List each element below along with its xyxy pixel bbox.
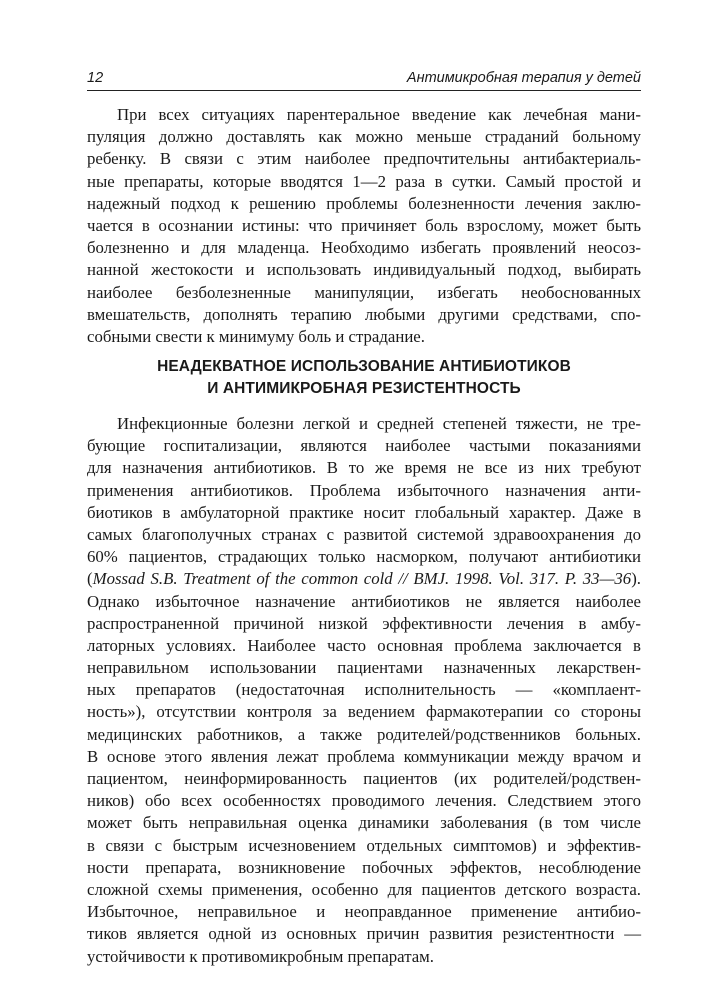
text-line: сложной схемы применения, особенно для пациентов детского возраста. xyxy=(87,879,641,899)
text-line: ности препарата, возникновение побочных эффектов, несоблюдение xyxy=(87,857,641,877)
text-line: латорных условиях. Наиболее часто основная проблема заключается в xyxy=(87,635,641,655)
text-line: пуляция должно доставлять как можно меньше страданий больному xyxy=(87,127,641,147)
citation-line xyxy=(87,568,641,590)
text-line: пациентом, неинформированность пациентов (их родителей/родствен- xyxy=(87,769,641,788)
citation-open: ( xyxy=(87,569,93,589)
text-line: Инфекционные болезни легкой и средней степеней тяжести, не тре- xyxy=(117,414,641,433)
text-line: ных препаратов (недостаточная исполнительность — «комплаент- xyxy=(87,680,641,700)
text-line: нанной жестокости и использовать индивидуальный подход, выбирать xyxy=(87,260,641,280)
text-line: применения антибиотиков. Проблема избыточного назначения анти- xyxy=(87,480,641,500)
text-line: ребенку. В связи с этим наиболее предпочтительны антибактериаль- xyxy=(87,149,641,169)
text-line: В основе этого явления лежат проблема коммуникации между врачом и xyxy=(87,746,641,766)
section-heading-line-1: НЕАДЕКВАТНОЕ ИСПОЛЬЗОВАНИЕ АНТИБИОТИКОВ xyxy=(157,358,571,375)
section-heading-line-2: И АНТИМИКРОБНАЯ РЕЗИСТЕНТНОСТЬ xyxy=(207,380,521,397)
text-line: наиболее безболезненные манипуляции, избегать необоснованных xyxy=(87,282,641,302)
text-line: распространенной причиной низкой эффективности лечения в амбу- xyxy=(87,613,641,633)
text-line: чается в осознании истины: что причиняет боль взрослому, может быть xyxy=(87,215,641,235)
text-line: медицинских работников, а также родителей/родственников больных. xyxy=(87,724,641,744)
text-line: собными свести к минимуму боль и страдание. xyxy=(87,326,425,346)
paragraph-1 xyxy=(87,104,641,348)
text-line: бующие госпитализации, являются наиболее частыми показаниями xyxy=(87,436,641,456)
page-header xyxy=(87,70,641,90)
text-line: 60% пациентов, страдающих только насморком, получают антибиотики xyxy=(87,547,641,567)
text-line: ность»), отсутствии контроля за ведением фармакотерапии со стороны xyxy=(87,702,641,722)
running-title: Антимикробная терапия у детей xyxy=(406,70,641,86)
text-line: в связи с быстрым исчезновением отдельных симптомов) и эффектив- xyxy=(87,835,641,855)
text-line: Избыточное, неправильное и неоправданное применение антибио- xyxy=(87,902,641,922)
text-line: тиков является одной из основных причин развития резистентности — xyxy=(87,924,641,944)
citation-reference: Mossad S.B. Treatment of the common cold // BMJ. 1998. Vol. 317. P. 33—36 xyxy=(92,569,632,589)
text-line: неправильном использовании пациентами назначенных лекарствен- xyxy=(87,658,641,678)
text-line: вмешательств, дополнять терапию любыми другими средствами, спо- xyxy=(87,304,641,324)
section-heading xyxy=(87,356,641,400)
page-number: 12 xyxy=(87,70,104,86)
text-line: ные препараты, которые вводятся 1—2 раза в сутки. Самый простой и xyxy=(87,171,641,191)
paragraph-2 xyxy=(87,413,641,968)
text-line: ников) обо всех особенностях проводимого лечения. Следствием этого xyxy=(87,791,641,811)
text-line: может быть неправильная оценка динамики заболевания (в том числе xyxy=(87,813,641,833)
text-line: При всех ситуациях парентеральное введение как лечебная мани- xyxy=(117,105,641,124)
header-rule xyxy=(87,90,641,91)
text-line: устойчивости к противомикробным препаратам. xyxy=(87,946,434,966)
text-line: биотиков в амбулаторной практике носит глобальный характер. Даже в xyxy=(87,502,641,522)
text-line: для назначения антибиотиков. В то же время не все из них требуют xyxy=(87,458,641,478)
text-line: надежный подход к решению проблемы болезненности лечения заклю- xyxy=(87,193,641,213)
text-line: Однако избыточное назначение антибиотиков не является наиболее xyxy=(87,591,641,611)
text-line: самых благополучных странах с развитой системой здравоохранения до xyxy=(87,524,641,544)
citation-close: ). xyxy=(631,569,641,589)
text-line: болезненно и для младенца. Необходимо избегать проявлений неосоз- xyxy=(87,238,641,258)
